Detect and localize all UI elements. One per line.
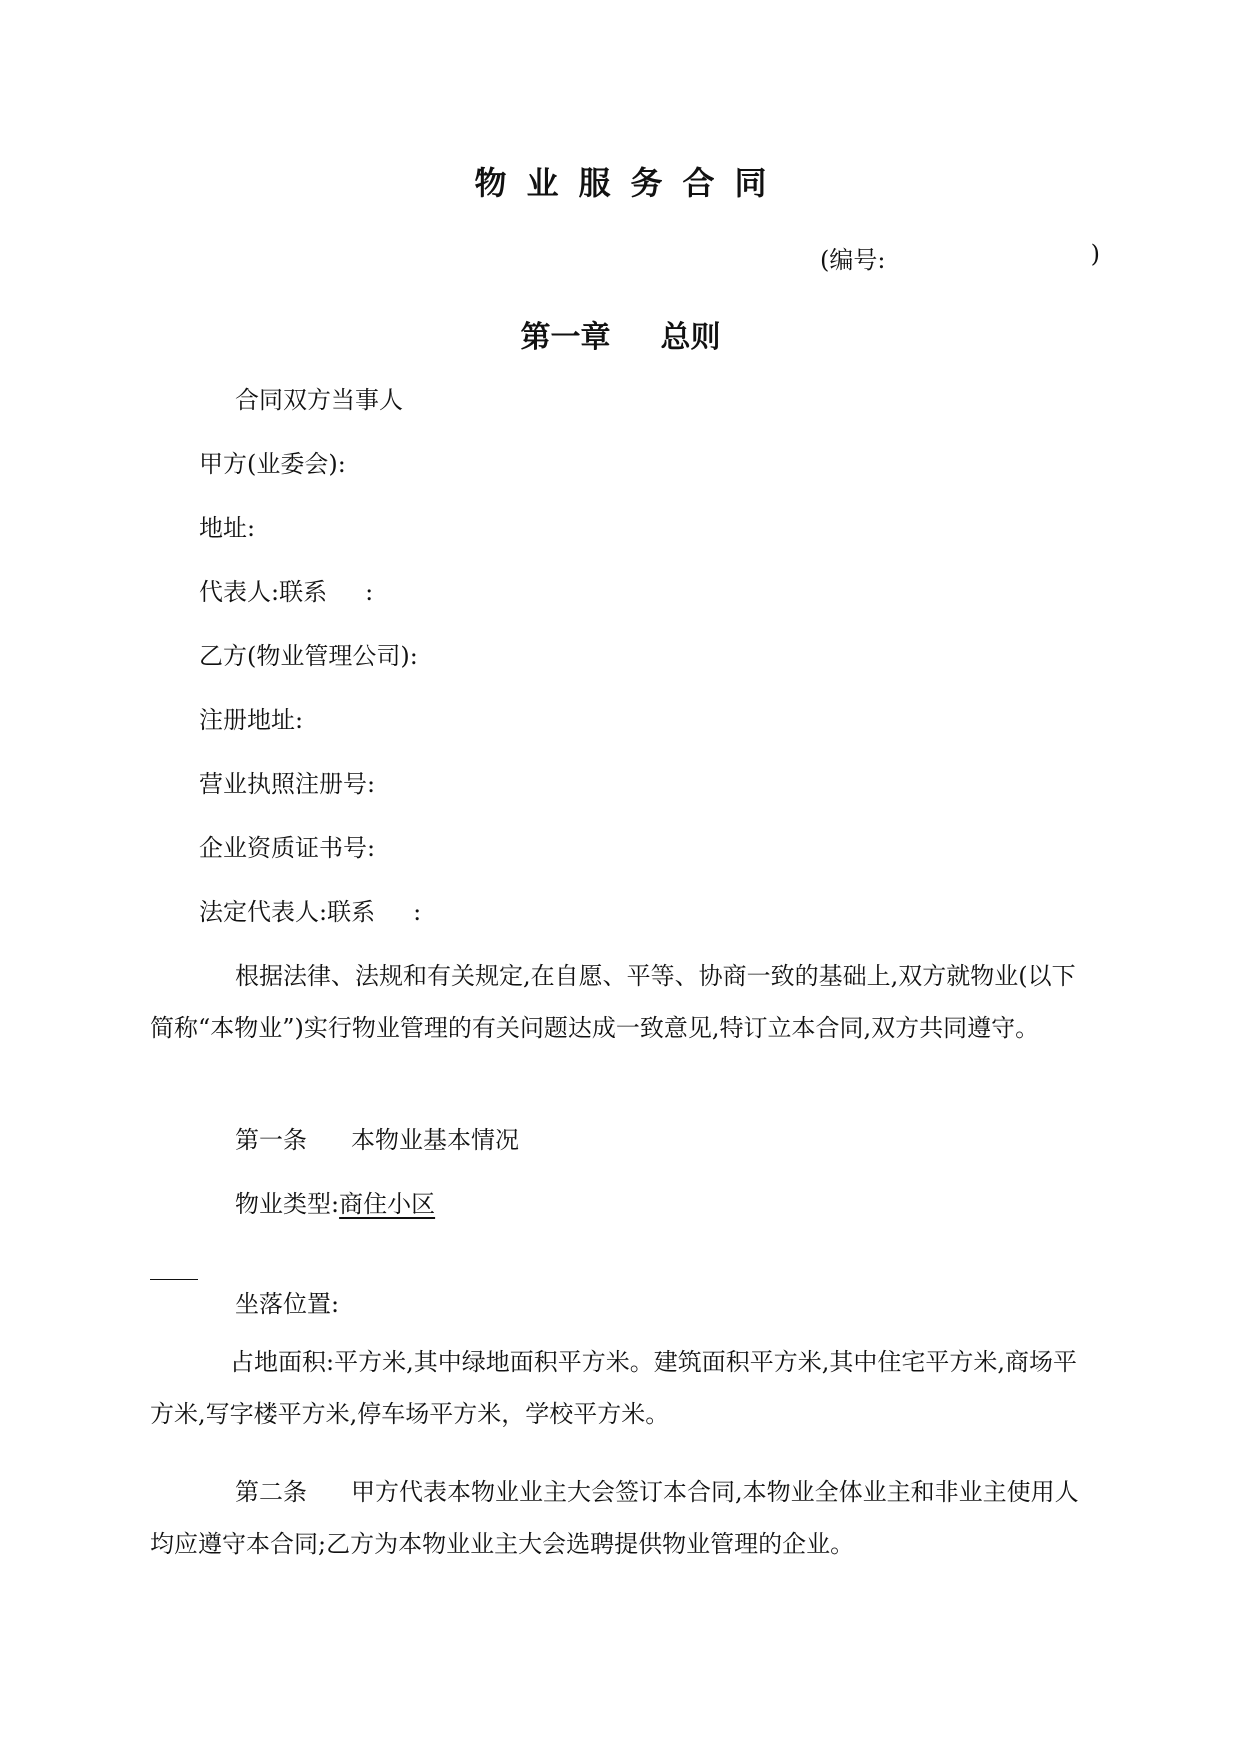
preamble-paragraph xyxy=(150,950,1090,1054)
serial-close: ) xyxy=(1090,240,1100,268)
article2-number: 第二条 xyxy=(235,1478,307,1506)
article1-number: 第一条 xyxy=(235,1126,307,1154)
property-type-value: 商住小区 xyxy=(339,1190,436,1218)
article2-line xyxy=(150,1466,1090,1570)
serial-number xyxy=(820,240,1100,275)
location-label: 坐落位置: xyxy=(235,1290,340,1318)
registered-address-label: 注册地址: xyxy=(199,706,304,734)
document-title: 物业服务合同 xyxy=(474,164,787,202)
preamble-text: 根据法律、法规和有关规定,在自愿、平等、协商一致的基础上,双方就物业(以下简称“本物业”)实行物业管理的有关问题达成一致意见,特订立本合同,双方共同遵守。 xyxy=(150,962,1076,1042)
parties-heading: 合同双方当事人 xyxy=(235,386,403,414)
qualification-cert-label: 企业资质证书号: xyxy=(199,834,376,862)
legal-representative-colon: : xyxy=(413,898,422,926)
business-license-label: 营业执照注册号: xyxy=(199,770,376,798)
chapter-name: 总则 xyxy=(660,320,721,355)
article1-title: 本物业基本情况 xyxy=(351,1126,519,1154)
blank-underline xyxy=(150,1279,198,1280)
area-paragraph xyxy=(150,1336,1090,1440)
party-b-label: 乙方(物业管理公司): xyxy=(199,642,418,670)
article2-paragraph xyxy=(150,1466,1090,1570)
representative-line xyxy=(199,572,373,607)
article1-heading xyxy=(235,1120,519,1155)
area-text: 占地面积:平方米,其中绿地面积平方米。建筑面积平方米,其中住宅平方米,商场平方米,写字楼平方米,停车场平方米，学校平方米。 xyxy=(150,1348,1077,1428)
legal-representative-line xyxy=(199,892,421,927)
property-type-line xyxy=(235,1184,435,1219)
representative-colon: : xyxy=(365,578,374,606)
chapter-heading xyxy=(0,312,1241,356)
serial-label: (编号: xyxy=(820,246,886,274)
article2-text: 甲方代表本物业业主大会签订本合同,本物业全体业主和非业主使用人均应遵守本合同;乙方为本物业业主大会选聘提供物业管理的企业。 xyxy=(150,1478,1079,1558)
party-a-label: 甲方(业委会): xyxy=(199,450,346,478)
property-type-label: 物业类型: xyxy=(235,1190,340,1218)
chapter-number: 第一章 xyxy=(520,320,611,355)
legal-representative-label: 法定代表人:联系 xyxy=(199,898,376,926)
representative-label: 代表人:联系 xyxy=(199,578,328,606)
address-label: 地址: xyxy=(199,514,256,542)
